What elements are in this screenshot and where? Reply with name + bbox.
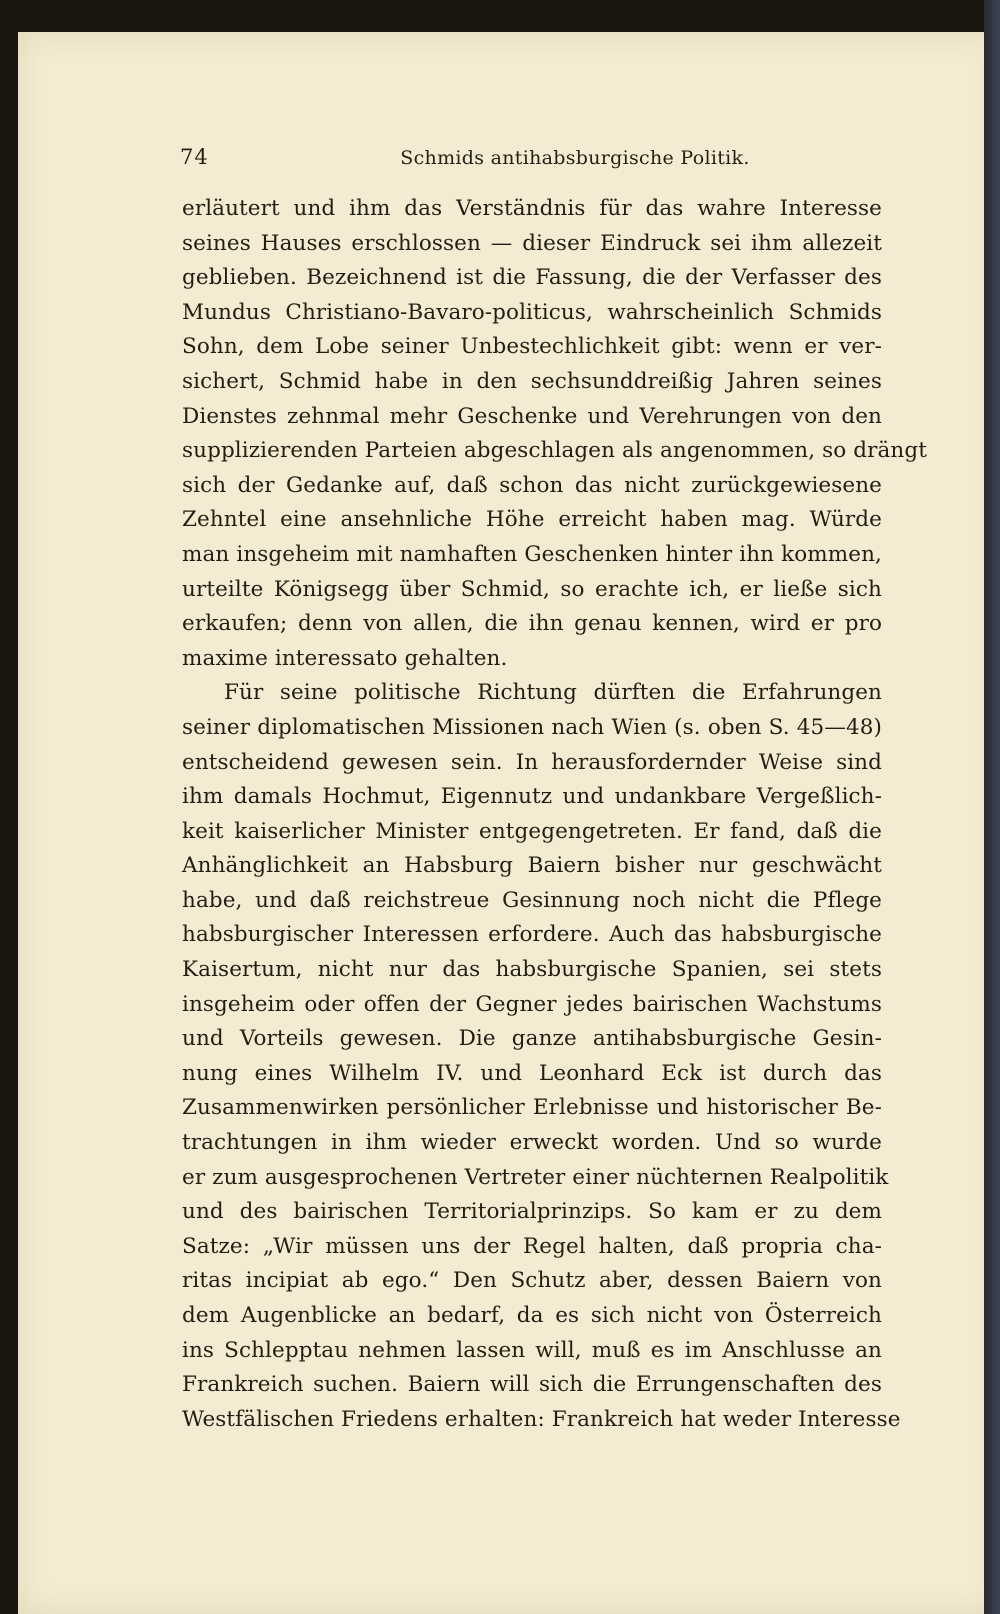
text-line: Mundus Christiano-Bavaro-politicus, wahrscheinlich Schmids <box>182 299 882 325</box>
paragraph-end-line: maxime interessato gehalten. <box>182 645 508 671</box>
page-header <box>180 145 880 175</box>
text-line: sich der Gedanke auf, daß schon das nicht zurückgewiesene <box>182 472 882 498</box>
text-line: trachtungen in ihm wieder erweckt worden. Und so wurde <box>182 1130 882 1156</box>
text-line: keit kaiserlicher Minister entgegengetreten. Er fand, daß die <box>182 818 882 844</box>
text-line: entscheidend gewesen sein. In herausfordernder Weise sind <box>182 749 882 775</box>
text-line: er zum ausgesprochenen Vertreter einer nüchternen Realpolitik <box>182 1164 889 1190</box>
paragraph-start-line: Für seine politische Richtung dürften die Erfahrungen <box>224 680 882 706</box>
text-line: supplizierenden Parteien abgeschlagen als angenommen, so drängt <box>182 438 927 464</box>
text-line: sichert, Schmid habe in den sechsunddreißig Jahren seines <box>182 368 882 394</box>
body-text <box>182 192 927 1437</box>
text-line: Zehntel eine ansehnliche Höhe erreicht haben mag. Würde <box>182 507 882 533</box>
text-line: erkaufen; denn von allen, die ihn genau kennen, wird er pro <box>182 611 882 637</box>
text-line: habe, und daß reichstreue Gesinnung noch nicht die Pflege <box>182 887 882 913</box>
text-line: seiner diplomatischen Missionen nach Wien (s. oben S. 45—48) <box>182 714 882 740</box>
text-line: Frankreich suchen. Baiern will sich die Errungenschaften des <box>182 1372 882 1398</box>
text-line: ritas incipiat ab ego.“ Den Schutz aber, dessen Baiern von <box>182 1268 882 1294</box>
text-line: ihm damals Hochmut, Eigennutz und undankbare Vergeßlich- <box>182 784 882 810</box>
text-line: seines Hauses erschlossen — dieser Eindruck sei ihm allezeit <box>182 230 882 256</box>
text-line: Anhänglichkeit an Habsburg Baiern bisher nur geschwächt <box>182 853 882 879</box>
text-line: insgeheim oder offen der Gegner jedes bairischen Wachstums <box>182 991 882 1017</box>
text-line: ins Schlepptau nehmen lassen will, muß es im Anschlusse an <box>182 1337 882 1363</box>
text-line: und Vorteils gewesen. Die ganze antihabsburgische Gesin- <box>182 1026 882 1052</box>
running-title: Schmids antihabsburgische Politik. <box>400 147 750 169</box>
text-line: habsburgischer Interessen erfordere. Auch das habsburgische <box>182 922 882 948</box>
text-line: geblieben. Bezeichnend ist die Fassung, die der Verfasser des <box>182 265 882 291</box>
text-line: Westfälischen Friedens erhalten: Frankreich hat weder Interesse <box>182 1406 901 1432</box>
text-line: urteilte Königsegg über Schmid, so erachte ich, er ließe sich <box>182 576 882 602</box>
text-line: Kaisertum, nicht nur das habsburgische Spanien, sei stets <box>182 957 882 983</box>
text-line: man insgeheim mit namhaften Geschenken hinter ihn kommen, <box>182 541 882 567</box>
page-number: 74 <box>180 145 209 169</box>
text-line: Dienstes zehnmal mehr Geschenke und Verehrungen von den <box>182 403 882 429</box>
text-line: Sohn, dem Lobe seiner Unbestechlichkeit gibt: wenn er ver- <box>182 334 882 360</box>
text-line: und des bairischen Territorialprinzips. So kam er zu dem <box>182 1199 882 1225</box>
text-line: Zusammenwirken persönlicher Erlebnisse und historischer Be- <box>182 1095 882 1121</box>
book-edge <box>984 0 1000 1614</box>
text-line: dem Augenblicke an bedarf, da es sich nicht von Österreich <box>182 1303 882 1328</box>
text-line: nung eines Wilhelm IV. und Leonhard Eck ist durch das <box>182 1060 882 1086</box>
text-line: Satze: „Wir müssen uns der Regel halten, daß propria cha- <box>182 1233 882 1259</box>
text-line: erläutert und ihm das Verständnis für das wahre Interesse <box>182 196 882 221</box>
